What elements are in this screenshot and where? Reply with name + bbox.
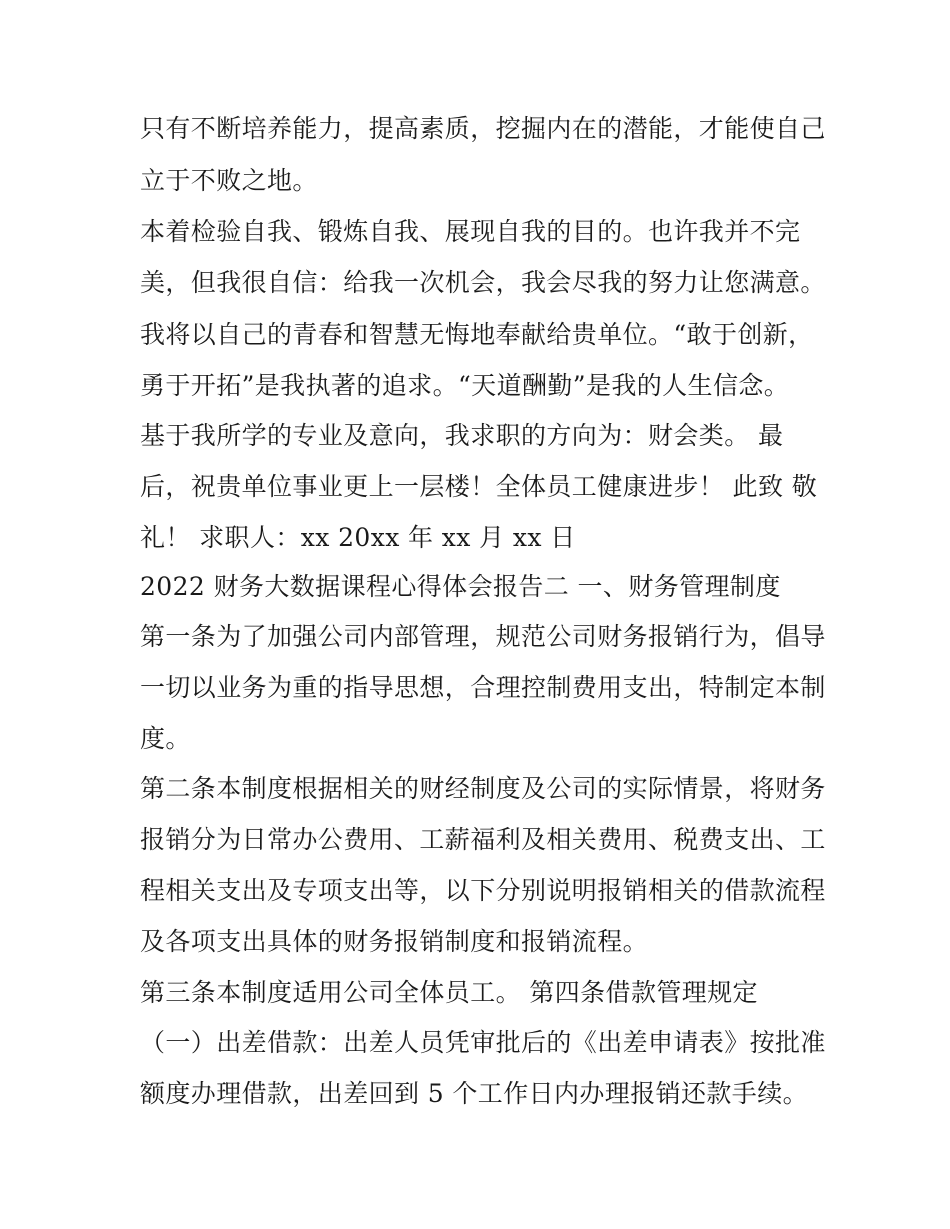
text-line: 第一条为了加强公司内部管理，规范公司财务报销行为，倡导 (140, 622, 826, 651)
text-line: （一）出差借款：出差人员凭审批后的《出差申请表》按批准 (140, 1028, 826, 1057)
text-line: 礼！ 求职人：xx 20xx 年 xx 月 xx 日 (140, 523, 576, 552)
text-line: 第三条本制度适用公司全体员工。 第四条借款管理规定 (140, 978, 758, 1007)
text-line: 程相关支出及专项支出等，以下分别说明报销相关的借款流程 (140, 876, 826, 905)
text-line: 报销分为日常办公费用、工薪福利及相关费用、税费支出、工 (140, 825, 826, 854)
text-line: 及各项支出具体的财务报销制度和报销流程。 (140, 927, 649, 956)
text-line: 我将以自己的青春和智慧无悔地奉献给贵单位。“敢于创新， (140, 320, 814, 349)
text-line: 本着检验自我、锻炼自我、展现自我的目的。也许我并不完 (140, 217, 801, 246)
text-line: 只有不断培养能力，提高素质，挖掘内在的潜能，才能使自己 (140, 114, 826, 143)
text-line: 勇于开拓”是我执著的追求。“天道酬勤”是我的人生信念。 (140, 371, 790, 400)
text-line: 美，但我很自信：给我一次机会，我会尽我的努力让您满意。 (140, 268, 826, 297)
text-line: 额度办理借款，出差回到 5 个工作日内办理报销还款手续。 (140, 1079, 809, 1108)
text-line: 后，祝贵单位事业更上一层楼！全体员工健康进步！ 此致 敬 (140, 472, 818, 501)
text-line: 度。 (140, 724, 191, 753)
text-line: 第二条本制度根据相关的财经制度及公司的实际情景，将财务 (140, 774, 826, 803)
text-line: 一切以业务为重的指导思想，合理控制费用支出，特制定本制 (140, 673, 826, 702)
text-line: 立于不败之地。 (140, 166, 318, 195)
text-line: 基于我所学的专业及意向，我求职的方向为：财会类。 最 (140, 421, 784, 450)
section-heading: 2022 财务大数据课程心得体会报告二 一、财务管理制度 (140, 572, 781, 601)
